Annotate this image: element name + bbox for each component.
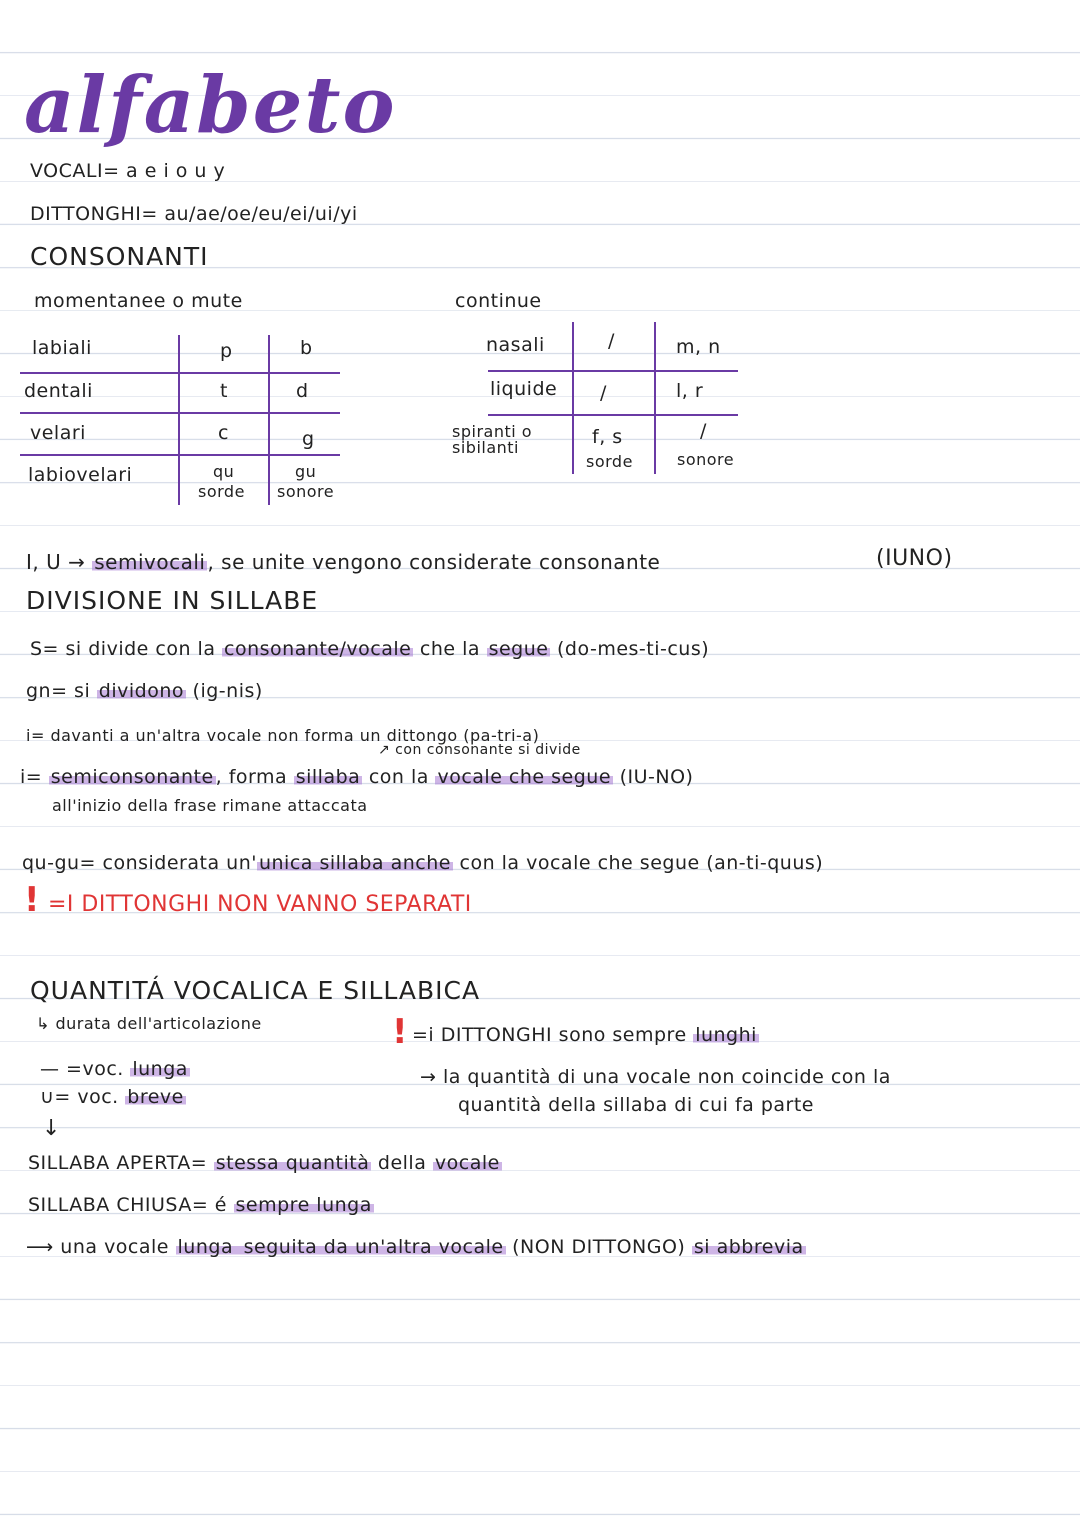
warning-dittonghi: =I DITTONGHI NON VANNO SEPARATI <box>48 892 472 917</box>
text: SILLABA APERTA= <box>28 1152 214 1174</box>
consonanti-heading: CONSONANTI <box>30 242 209 271</box>
breve-line <box>40 1086 186 1108</box>
text: I, U → <box>26 550 93 574</box>
arrow-right-icon: ⟶ <box>26 1236 54 1258</box>
highlight: dividono <box>98 680 184 702</box>
highlight: segue <box>488 638 549 660</box>
cell: g <box>302 428 315 450</box>
cell: / <box>608 330 615 352</box>
highlight: breve <box>127 1086 184 1108</box>
text: =i DITTONGHI sono sempre <box>412 1024 694 1046</box>
highlight: semivocali <box>94 550 206 574</box>
arrow-down-icon: ↓ <box>42 1116 61 1141</box>
qu-gu-line <box>22 852 823 874</box>
table-line <box>268 335 270 505</box>
div-i-note: ↗ con consonante si divide <box>378 742 581 758</box>
exclamation-icon: ! <box>392 1012 409 1052</box>
footer-sonore: sonore <box>677 450 735 469</box>
continue-heading: continue <box>455 290 542 312</box>
text: (IU-NO) <box>613 766 694 788</box>
text: S= si divide con la <box>30 638 223 660</box>
row-label: spiranti o sibilanti <box>452 422 533 457</box>
row-label: labiali <box>32 337 92 359</box>
row-label: liquide <box>490 378 558 400</box>
text: , forma <box>215 766 294 788</box>
text: , se unite vengono considerate consonante <box>207 550 661 574</box>
div-gn-line <box>26 680 263 702</box>
table-line <box>20 412 340 414</box>
text: che la <box>413 638 487 660</box>
text: (ig-nis) <box>186 680 263 702</box>
sillaba-chiusa-line <box>28 1194 374 1216</box>
durata-note: ↳ durata dell'articolazione <box>36 1014 262 1033</box>
page-title: alfabeto <box>24 60 397 151</box>
table-line <box>488 414 738 416</box>
text: con la <box>362 766 436 788</box>
div-i-line2 <box>20 766 693 788</box>
row-label: velari <box>30 422 86 444</box>
text: della <box>371 1152 433 1174</box>
table-line <box>178 335 180 505</box>
cell: l, r <box>676 380 704 402</box>
table-line <box>572 322 574 474</box>
text: gn= si <box>26 680 97 702</box>
cell: / <box>700 420 707 442</box>
text: qu-gu= considerata un' <box>22 852 257 874</box>
highlight: sillaba <box>295 766 361 788</box>
row-label: dentali <box>24 380 93 402</box>
footer-sorde: sorde <box>586 452 633 471</box>
table-line <box>20 372 340 374</box>
sillaba-aperta-line <box>28 1152 502 1174</box>
cell: f, s <box>592 426 623 448</box>
highlight: si abbrevia <box>693 1236 804 1258</box>
div-i-line3: all'inizio della frase rimane attaccata <box>52 796 368 815</box>
cell: p <box>220 340 233 362</box>
footer-sorde: sorde <box>198 482 245 501</box>
highlight: lunghi <box>695 1024 757 1046</box>
table-line <box>488 370 738 372</box>
text: (NON DITTONGO) <box>505 1236 692 1258</box>
highlight: lunga <box>132 1058 188 1080</box>
table-line <box>20 454 340 456</box>
div-s-line <box>30 638 709 660</box>
cell: t <box>220 380 228 402</box>
highlight: sempre lunga <box>235 1194 372 1216</box>
semivocali-line <box>26 550 660 574</box>
lunga-line <box>40 1058 190 1080</box>
cell: d <box>296 380 309 402</box>
highlight: vocale che segue <box>437 766 612 788</box>
highlight: seguita da un'altra vocale <box>237 1236 504 1258</box>
table-line <box>654 322 656 474</box>
footer-sonore: sonore <box>277 482 335 501</box>
cell: c <box>218 422 229 444</box>
warn2-line <box>412 1024 759 1046</box>
row-label: labiovelari <box>28 464 133 486</box>
quantita-note2: quantità della sillaba di cui fa parte <box>458 1094 814 1116</box>
highlight: unica sillaba anche <box>258 852 451 874</box>
cell: gu <box>295 462 317 481</box>
text: — =voc. <box>40 1058 131 1080</box>
cell: b <box>300 337 313 359</box>
highlight: stessa quantità <box>215 1152 370 1174</box>
cell: / <box>600 382 607 404</box>
highlight: vocale <box>434 1152 500 1174</box>
div-i-line1: i= davanti a un'altra vocale non forma un dittongo (pa-tri-a) <box>26 726 540 745</box>
text: i= <box>20 766 49 788</box>
dittonghi-line: DITTONGHI= au/ae/oe/eu/ei/ui/yi <box>30 203 358 225</box>
row-label: nasali <box>486 334 545 356</box>
semivocali-example: (IUNO) <box>876 546 953 571</box>
text: (do-mes-ti-cus) <box>550 638 710 660</box>
divisione-heading: DIVISIONE IN SILLABE <box>26 586 319 615</box>
text: una vocale <box>60 1236 176 1258</box>
cell: m, n <box>676 336 721 358</box>
exclamation-icon: ! <box>24 880 41 920</box>
highlight: consonante/vocale <box>224 638 412 660</box>
text: ∪= voc. <box>40 1086 126 1108</box>
quantita-heading: QUANTITÁ VOCALICA E SILLABICA <box>30 976 481 1005</box>
vocali-line: VOCALI= a e i o u y <box>30 160 226 182</box>
text: con la vocale che segue (an-ti-quus) <box>452 852 824 874</box>
momentanee-heading: momentanee o mute <box>34 290 243 312</box>
cell: qu <box>213 462 235 481</box>
highlight: semiconsonante <box>50 766 214 788</box>
quantita-note1: → la quantità di una vocale non coincide con la <box>420 1066 891 1088</box>
text: SILLABA CHIUSA= é <box>28 1194 234 1216</box>
ultima-line <box>26 1236 806 1258</box>
highlight: lunga <box>177 1236 234 1258</box>
